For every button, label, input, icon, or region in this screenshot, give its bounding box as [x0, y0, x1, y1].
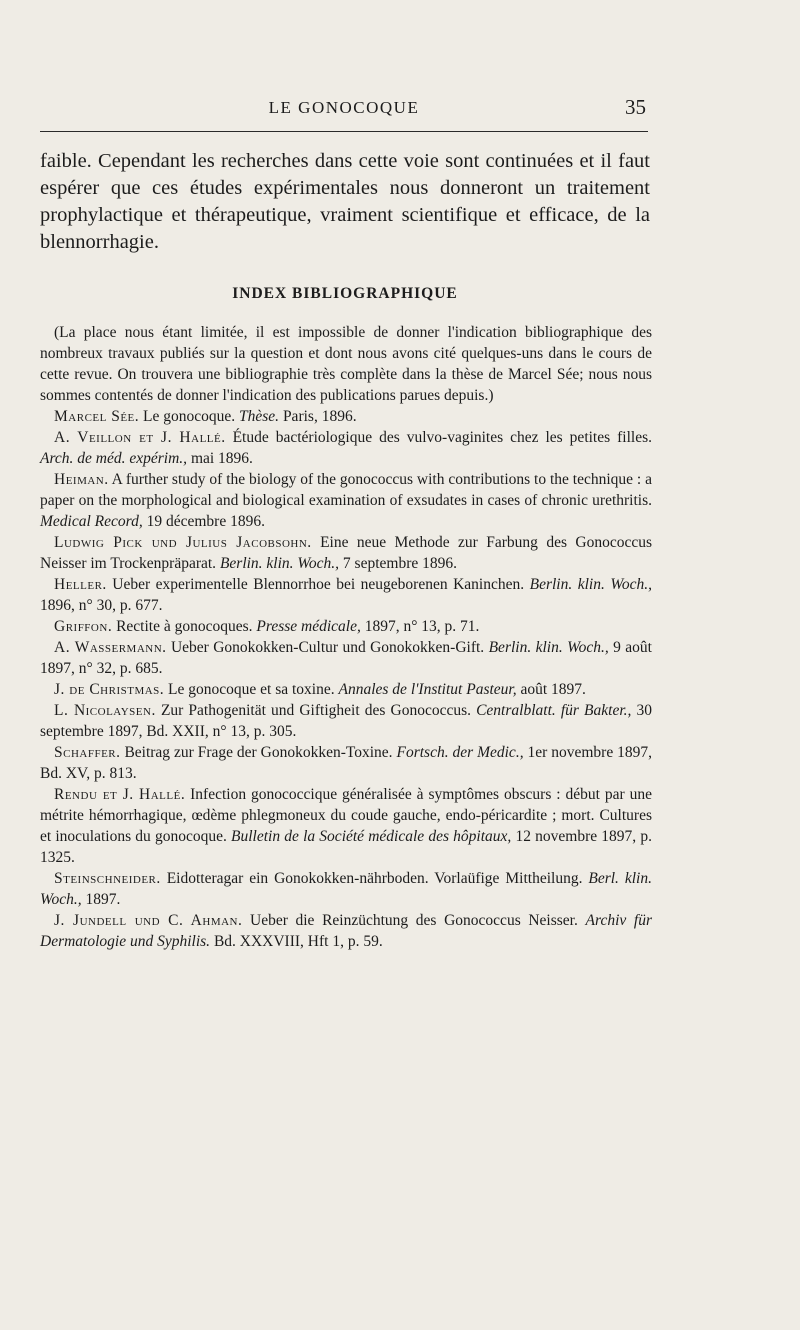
bibliography-entry — [40, 784, 652, 868]
entry-journal: Bulletin de la Société médicale des hôpitaux, — [231, 828, 512, 845]
entry-title: Le gonocoque. — [139, 408, 240, 425]
entry-title: Beitrag zur Frage der Gonokokken-Toxine. — [120, 744, 397, 761]
entry-author: Rendu et J. Hallé. — [54, 786, 186, 803]
bibliography-entry — [40, 427, 652, 469]
entry-details: 1897, n° 13, p. 71. — [360, 618, 480, 635]
bibliography-entry — [40, 616, 652, 637]
bibliography — [40, 322, 652, 952]
entry-journal: Fortsch. der Medic., — [396, 744, 524, 761]
entry-details: Bd. XXXVIII, Hft 1, p. 59. — [210, 933, 383, 950]
entry-details: mai 1896. — [187, 450, 253, 467]
entry-details: 1896, n° 30, p. 677. — [40, 597, 163, 614]
entry-details: 7 septembre 1896. — [339, 555, 457, 572]
entry-title: Eine neue Methode zur Farbung des Gonococcus Neisser im Trockenpräparat. — [40, 534, 652, 572]
running-header — [40, 95, 648, 124]
entry-author: Griffon. — [54, 618, 113, 635]
entry-title: Ueber experimentelle Blennorrhoe bei neugeborenen Kaninchen. — [106, 576, 530, 593]
entry-author: A. Wassermann. — [54, 639, 167, 656]
entry-journal: Centralblatt. für Bakter., — [476, 702, 632, 719]
entry-details: 1897. — [81, 891, 121, 908]
bibliography-entry — [40, 469, 652, 532]
bibliography-entries — [40, 406, 652, 952]
entry-author: Heller. — [54, 576, 107, 593]
bibliography-entry — [40, 406, 652, 427]
page-number: 35 — [625, 95, 646, 119]
entry-details: 30 septembre 1897, Bd. XXII, n° 13, p. 305. — [40, 702, 653, 740]
bibliography-entry — [40, 910, 652, 952]
bibliography-entry — [40, 868, 652, 910]
entry-author: J. de Christmas. — [54, 681, 165, 698]
header-rule — [40, 131, 648, 132]
entry-author: J. Jundell und C. Ahman. — [54, 912, 243, 929]
entry-journal: Berlin. klin. Woch., — [488, 639, 609, 656]
entry-journal: Archiv für Dermatologie und Syphilis. — [40, 912, 652, 950]
intro-paragraph: faible. Cependant les recherches dans cette voie sont continuées et il faut espérer que ces études expérimentales nous donneront un traitement prophylactique et thérapeutique, vraiment scientifique et efficace, de la blennorrhagie. — [40, 150, 650, 253]
entry-details: 12 novembre 1897, p. 1325. — [40, 828, 652, 866]
entry-author: Ludwig Pick und Julius Jacobsohn. — [54, 534, 312, 551]
entry-title: Ueber die Reinzüchtung des Gonococcus Neisser. — [242, 912, 586, 929]
entry-journal: Medical Record, — [40, 513, 143, 530]
entry-title: Le gonocoque et sa toxine. — [164, 681, 339, 698]
bibliography-note: (La place nous étant limitée, il est impossible de donner l'indication bibliographique des nombreux travaux publiés sur la question et dont nous avons cité quelques-uns dans le cours de cette revue. On trouvera une bibliographie très complète dans la thèse de Marcel Sée; nous nous sommes contentés de donner l'indication des publications parues depuis.) — [40, 324, 652, 404]
bibliography-entry — [40, 700, 652, 742]
entry-details: 19 décembre 1896. — [142, 513, 265, 530]
entry-journal: Berlin. klin. Woch., — [219, 555, 340, 572]
entry-title: Zur Pathogenität und Giftigheit des Gonococcus. — [155, 702, 477, 719]
entry-author: Marcel Sée. — [54, 408, 140, 425]
entry-title: Étude bactériologique des vulvo-vaginites chez les petites filles. — [225, 429, 652, 446]
running-title: LE GONOCOQUE — [268, 98, 420, 117]
entry-details: août 1897. — [516, 681, 586, 698]
bibliography-entry — [40, 742, 652, 784]
bibliography-entry — [40, 574, 652, 616]
entry-author: L. Nicolaysen. — [54, 702, 156, 719]
entry-journal: Annales de l'Institut Pasteur, — [338, 681, 517, 698]
entry-title: Rectite à gonocoques. — [112, 618, 257, 635]
entry-journal: Berlin. klin. Woch., — [529, 576, 652, 593]
entry-title: Infection gonococcique généralisée à symptômes obscurs : début par une métrite hémorrhagique, œdème phlegmoneux du coude gauche, endo-péricardite ; mort. Cultures et inoculations du gonocoque. — [40, 786, 652, 845]
entry-title: A further study of the biology of the gonococcus with contributions to the technique : a paper on the morphological and biological examination of exsudates in cases of chronic urethritis. — [40, 471, 652, 509]
entry-details: Paris, 1896. — [279, 408, 357, 425]
entry-author: Heiman. — [54, 471, 109, 488]
index-title: INDEX BIBLIOGRAPHIQUE — [232, 285, 458, 302]
bibliography-entry — [40, 679, 652, 700]
entry-journal: Berl. klin. Woch., — [40, 870, 652, 908]
entry-journal: Arch. de méd. expérim., — [40, 450, 188, 467]
bibliography-entry — [40, 637, 652, 679]
entry-author: Steinschneider. — [54, 870, 161, 887]
entry-journal: Thèse. — [239, 408, 280, 425]
entry-author: Schaffer. — [54, 744, 121, 761]
entry-journal: Presse médicale, — [256, 618, 361, 635]
entry-details: 1er novembre 1897, Bd. XV, p. 813. — [40, 744, 652, 782]
entry-details: 9 août 1897, n° 32, p. 685. — [40, 639, 652, 677]
entry-title: Eidotteragar ein Gonokokken-nährboden. Vorlaüfige Mittheilung. — [160, 870, 589, 887]
entry-author: A. Veillon et J. Hallé. — [54, 429, 226, 446]
bibliography-entry — [40, 532, 652, 574]
entry-title: Ueber Gonokokken-Cultur und Gonokokken-Gift. — [166, 639, 489, 656]
